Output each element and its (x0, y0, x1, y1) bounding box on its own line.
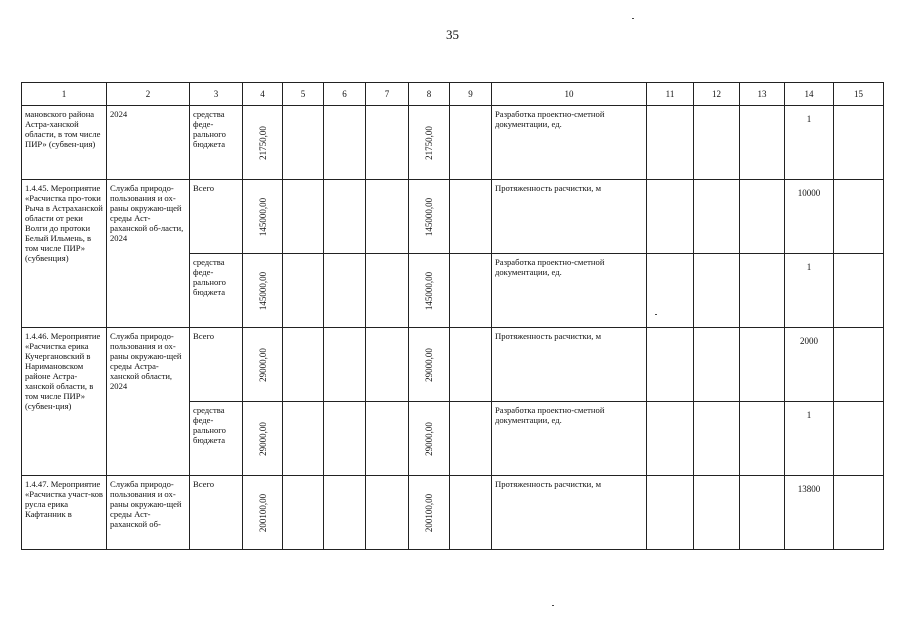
empty-cell (694, 328, 740, 402)
indicator-value-cell: 2000 (785, 328, 834, 402)
header-col-8: 8 (409, 83, 450, 106)
header-col-14: 14 (785, 83, 834, 106)
header-col-11: 11 (647, 83, 694, 106)
empty-cell (324, 180, 366, 254)
empty-cell (450, 254, 492, 328)
executor-cell: Служба природо-пользования и ох-раны окружаю-щей среды Аст-раханской об- (107, 476, 190, 550)
funding-source-cell: средства феде-рального бюджета (190, 106, 243, 180)
indicator-value-cell: 13800 (785, 476, 834, 550)
empty-cell (834, 106, 884, 180)
indicator-cell: Протяженность расчистки, м (492, 476, 647, 550)
empty-cell (740, 328, 785, 402)
funding-source-cell: средства феде-рального бюджета (190, 402, 243, 476)
indicator-value-cell: 1 (785, 402, 834, 476)
amount-cell: 29000,00 (243, 328, 283, 402)
header-row (22, 83, 884, 106)
empty-cell (366, 476, 409, 550)
amount-cell: 29000,00 (409, 328, 450, 402)
measure-name-cell: 1.4.45. Мероприятие «Расчистка про-токи Рыча в Астраханской области от реки Волги до протоки Белый Ильмень, в том числе ПИР» (субвенция) (22, 180, 107, 328)
measure-name-cell: мановского района Астра-ханской области, в том числе ПИР» (субвен-ция) (22, 106, 107, 180)
header-col-7: 7 (366, 83, 409, 106)
empty-cell (366, 328, 409, 402)
amount-cell: 21750,00 (409, 106, 450, 180)
header-col-13: 13 (740, 83, 785, 106)
empty-cell (366, 106, 409, 180)
amount-cell: 145000,00 (243, 180, 283, 254)
amount-cell: 21750,00 (243, 106, 283, 180)
amount-cell: 145000,00 (409, 180, 450, 254)
empty-cell (694, 476, 740, 550)
empty-cell (324, 476, 366, 550)
empty-cell (450, 180, 492, 254)
empty-cell (450, 106, 492, 180)
empty-cell (450, 328, 492, 402)
indicator-cell: Разработка проектно-сметной документации, ед. (492, 254, 647, 328)
amount-cell: 200100,00 (243, 476, 283, 550)
scan-speck (552, 605, 554, 606)
indicator-value-cell: 1 (785, 254, 834, 328)
empty-cell (834, 328, 884, 402)
amount-cell: 29000,00 (243, 402, 283, 476)
empty-cell (834, 254, 884, 328)
empty-cell (647, 254, 694, 328)
empty-cell (324, 328, 366, 402)
empty-cell (283, 106, 324, 180)
header-col-9: 9 (450, 83, 492, 106)
header-col-5: 5 (283, 83, 324, 106)
empty-cell (283, 254, 324, 328)
empty-cell (694, 106, 740, 180)
measure-name-cell: 1.4.47. Мероприятие «Расчистка участ-ков русла ерика Кафтанник в (22, 476, 107, 550)
empty-cell (283, 328, 324, 402)
empty-cell (740, 402, 785, 476)
page-number: 35 (446, 27, 459, 42)
executor-cell: Служба природо-пользования и ох-раны окружаю-щей среды Астра-ханской области, 2024 (107, 328, 190, 476)
empty-cell (366, 254, 409, 328)
empty-cell (450, 402, 492, 476)
header-col-15: 15 (834, 83, 884, 106)
empty-cell (740, 106, 785, 180)
empty-cell (834, 180, 884, 254)
header-col-1: 1 (22, 83, 107, 106)
header-col-2: 2 (107, 83, 190, 106)
empty-cell (740, 254, 785, 328)
empty-cell (834, 476, 884, 550)
empty-cell (647, 328, 694, 402)
scan-speck (655, 314, 657, 315)
funding-source-cell: Всего (190, 180, 243, 254)
indicator-cell: Протяженность расчистки, м (492, 180, 647, 254)
indicator-value-cell: 10000 (785, 180, 834, 254)
empty-cell (324, 254, 366, 328)
header-col-6: 6 (324, 83, 366, 106)
amount-cell: 145000,00 (409, 254, 450, 328)
table-row (22, 476, 884, 550)
empty-cell (740, 476, 785, 550)
empty-cell (834, 402, 884, 476)
executor-cell: Служба природо-пользования и ох-раны окружаю-щей среды Аст-раханской об-ласти, 2024 (107, 180, 190, 328)
table-row (22, 328, 884, 402)
funding-source-cell: Всего (190, 476, 243, 550)
empty-cell (647, 402, 694, 476)
empty-cell (283, 476, 324, 550)
amount-cell: 29000,00 (409, 402, 450, 476)
indicator-cell: Протяженность расчистки, м (492, 328, 647, 402)
indicator-cell: Разработка проектно-сметной документации, ед. (492, 402, 647, 476)
empty-cell (324, 106, 366, 180)
executor-cell: 2024 (107, 106, 190, 180)
header-col-12: 12 (694, 83, 740, 106)
empty-cell (694, 254, 740, 328)
program-table (21, 82, 884, 550)
header-col-3: 3 (190, 83, 243, 106)
indicator-cell: Разработка проектно-сметной документации, ед. (492, 106, 647, 180)
indicator-value-cell: 1 (785, 106, 834, 180)
header-col-4: 4 (243, 83, 283, 106)
empty-cell (450, 476, 492, 550)
amount-cell: 145000,00 (243, 254, 283, 328)
empty-cell (366, 402, 409, 476)
funding-source-cell: средства феде-рального бюджета (190, 254, 243, 328)
empty-cell (366, 180, 409, 254)
empty-cell (647, 476, 694, 550)
measure-name-cell: 1.4.46. Мероприятие «Расчистка ерика Кучергановский в Наримановском районе Астра-ханской области, в том числе ПИР» (субвен-ция) (22, 328, 107, 476)
funding-source-cell: Всего (190, 328, 243, 402)
empty-cell (283, 180, 324, 254)
table-row (22, 180, 884, 254)
empty-cell (694, 180, 740, 254)
empty-cell (647, 180, 694, 254)
amount-cell: 200100,00 (409, 476, 450, 550)
table-row (22, 106, 884, 180)
empty-cell (324, 402, 366, 476)
scan-speck (632, 18, 634, 19)
empty-cell (283, 402, 324, 476)
empty-cell (740, 180, 785, 254)
empty-cell (694, 402, 740, 476)
header-col-10: 10 (492, 83, 647, 106)
empty-cell (647, 106, 694, 180)
